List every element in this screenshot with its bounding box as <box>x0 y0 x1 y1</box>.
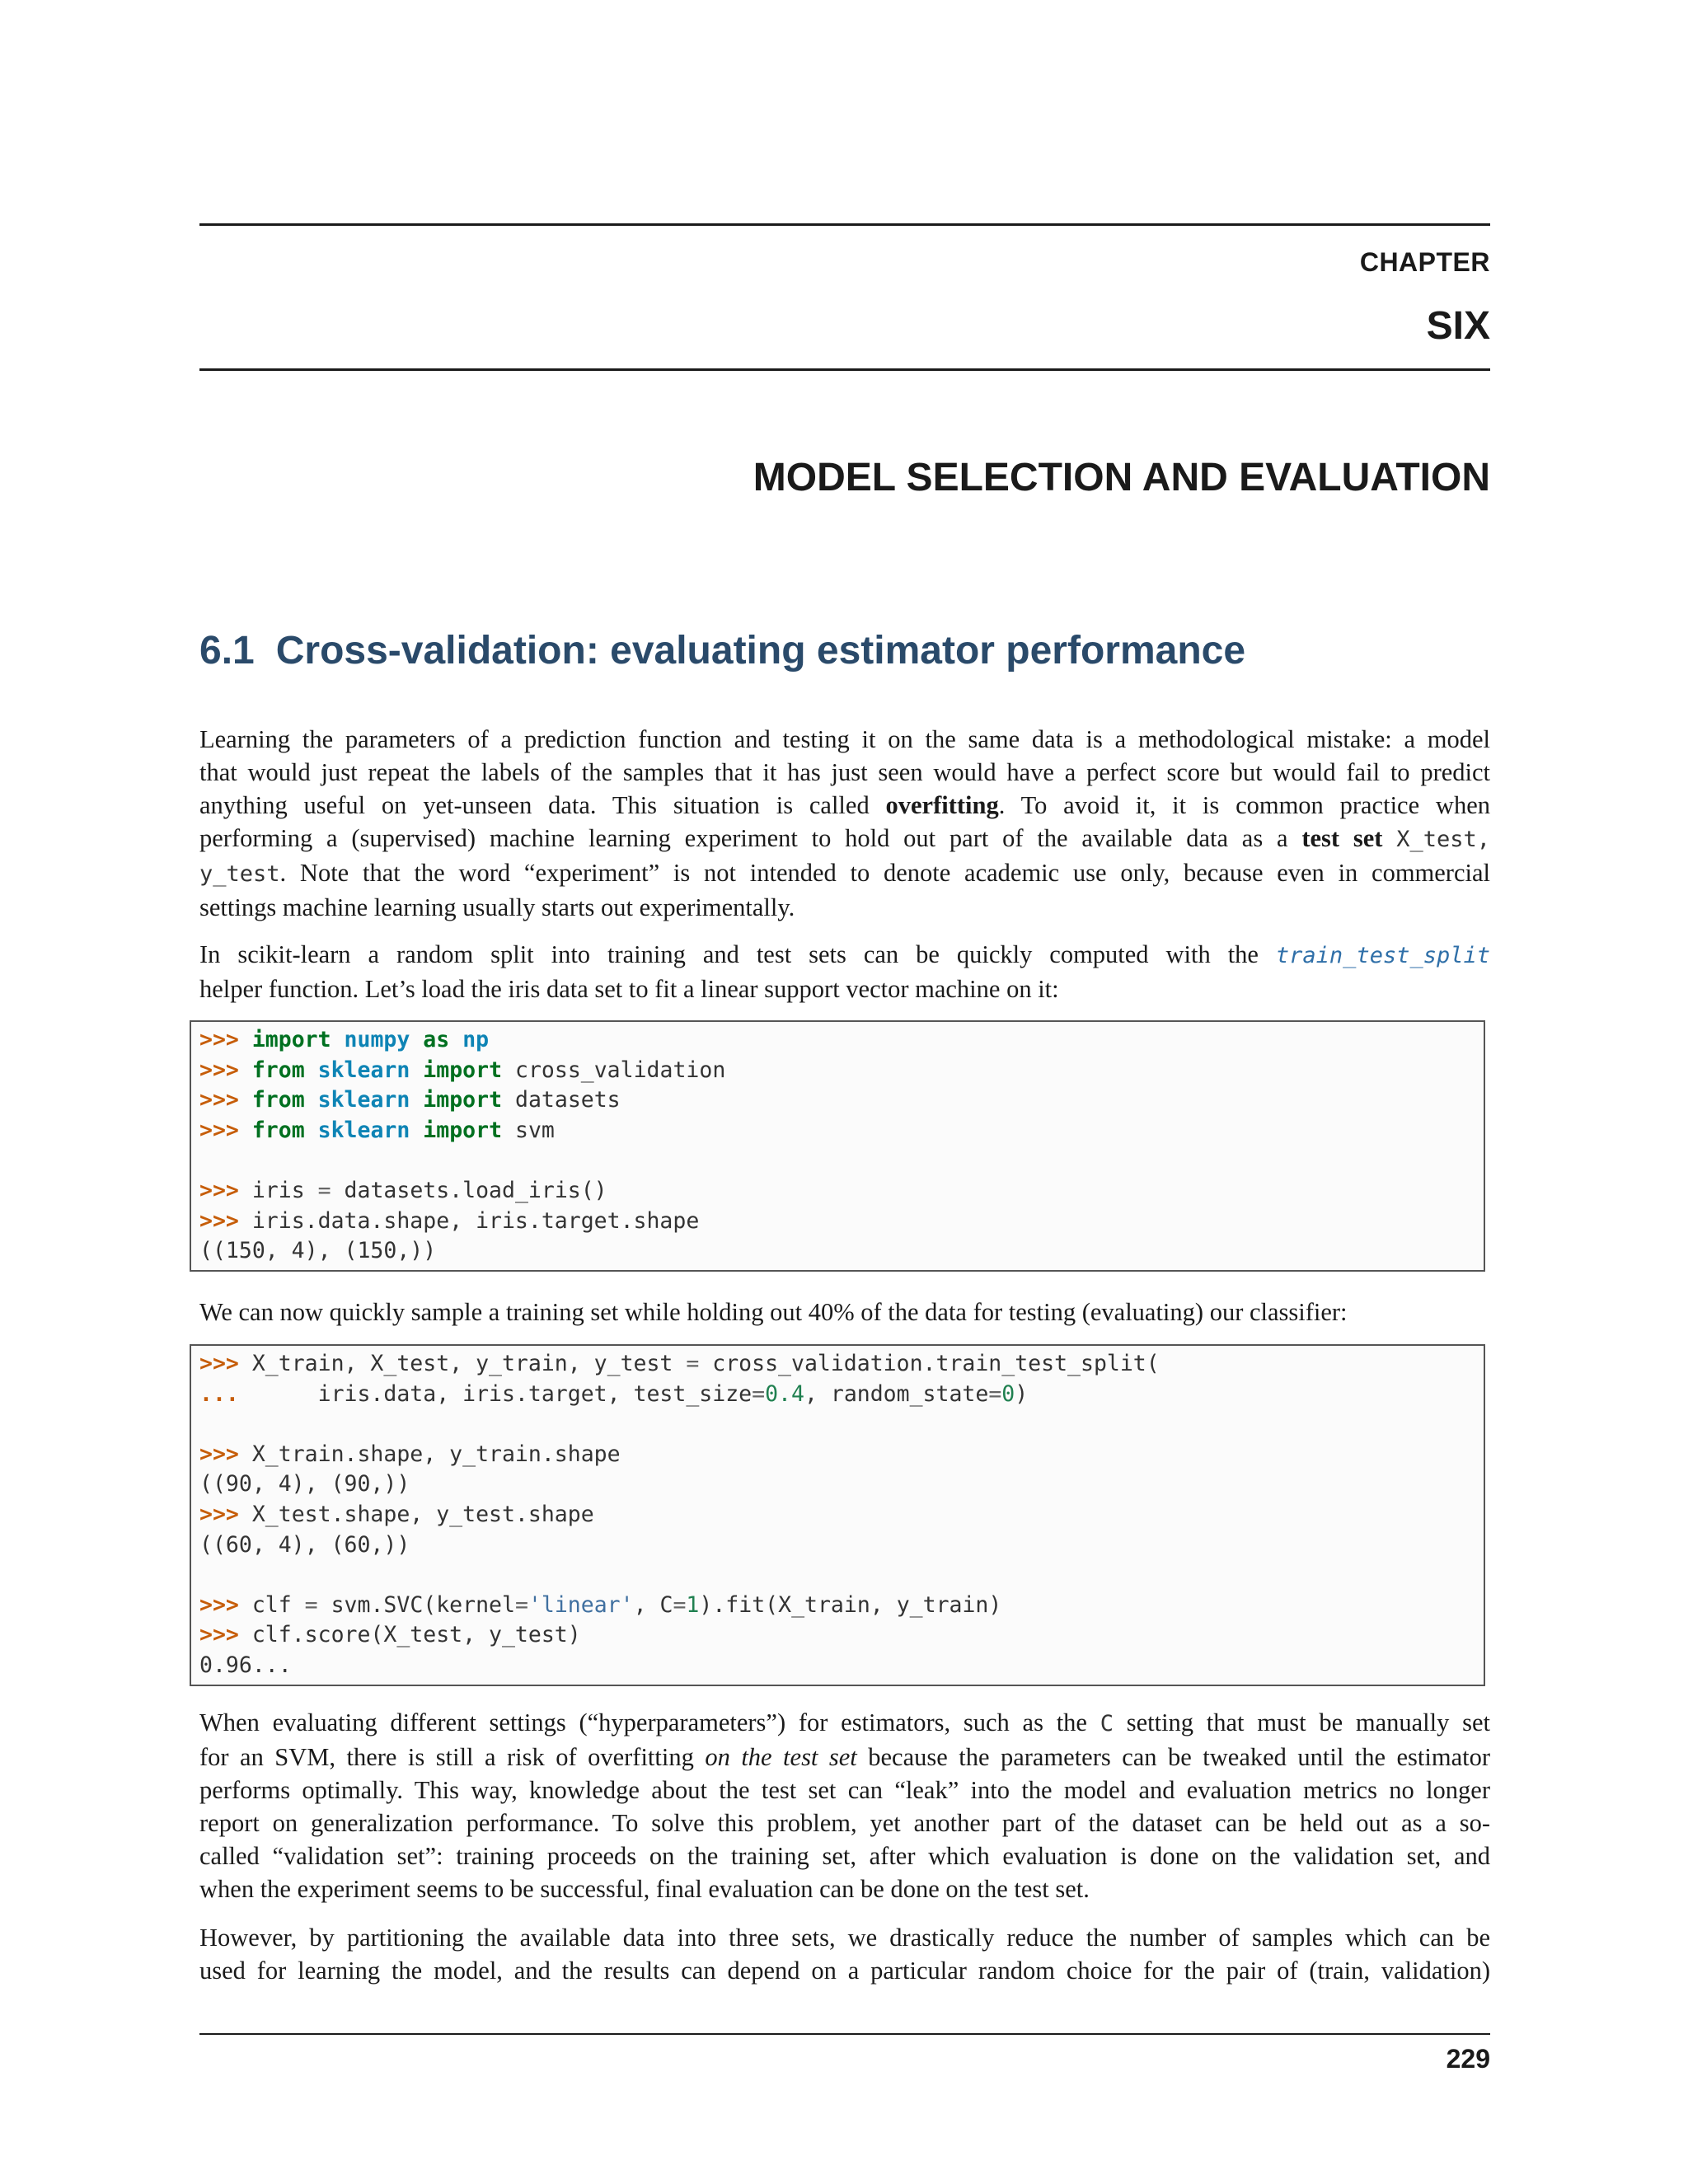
code-line-blank <box>199 1409 1475 1440</box>
text-line: used for learning the model, and the results can depend on a particular random choice for the pair of (train, validation) <box>199 1957 1490 1985</box>
text-line: settings machine learning usually starts out experimentally. <box>199 893 795 921</box>
code-line: >>> X_train, X_test, y_train, y_test = cross_validation.train_test_split( <box>199 1351 1160 1376</box>
page-number: 229 <box>1446 2044 1490 2074</box>
code-output: 0.96... <box>199 1652 292 1678</box>
chapter-label: CHAPTER <box>1359 247 1490 277</box>
footer-rule <box>199 2033 1490 2035</box>
code-line: >>> clf = svm.SVC(kernel='linear', C=1).fit(X_train, y_train) <box>199 1591 1002 1618</box>
code-output: ((60, 4), (60,)) <box>199 1531 410 1558</box>
term-test-set: test set <box>1301 824 1383 852</box>
paragraph-sample-training <box>199 1296 1490 1329</box>
text-line: helper function. Let’s load the iris data set to fit a linear support vector machine on it: <box>199 975 1059 1003</box>
chapter-number: SIX <box>1426 304 1490 348</box>
inline-code: C <box>1100 1711 1114 1736</box>
section-heading <box>199 628 1245 673</box>
text-line: y_test. Note that the word “experiment” is not intended to denote academic use only, because even in commercial <box>199 859 1490 887</box>
code-block-load-iris <box>190 1020 1485 1272</box>
code-line-blank <box>199 1146 1475 1176</box>
text-line: report on generalization performance. To solve this problem, yet another part of the dataset can be held out as a so- <box>199 1809 1490 1837</box>
text-line: anything useful on yet-unseen data. This situation is called overfitting. To avoid it, it is common practice when <box>199 791 1490 819</box>
text-line: performs optimally. This way, knowledge about the test set can “leak” into the model and evaluation metrics no longer <box>199 1776 1490 1804</box>
text-line: In scikit-learn a random split into training and test sets can be quickly computed with the train_test_split <box>199 940 1490 968</box>
text-line: However, by partitioning the available data into three sets, we drastically reduce the number of samples which can be <box>199 1924 1490 1952</box>
paragraph-train-test-split <box>199 938 1490 1005</box>
code-line: >>> X_train.shape, y_train.shape <box>199 1441 621 1467</box>
code-output: ((150, 4), (150,)) <box>199 1238 437 1264</box>
code-line: >>> iris.data.shape, iris.target.shape <box>199 1207 700 1234</box>
code-line: >>> from sklearn import cross_validation <box>199 1057 726 1083</box>
paragraph-overfitting <box>199 723 1490 924</box>
chapter-bottom-rule <box>199 368 1490 371</box>
code-line: >>> import numpy as np <box>199 1027 490 1052</box>
code-line: >>> X_test.shape, y_test.shape <box>199 1501 594 1527</box>
chapter-top-rule <box>199 223 1490 226</box>
text-line: called “validation set”: training proceeds on the training set, after which evaluation is done on the validation set, and <box>199 1842 1490 1870</box>
code-output: ((90, 4), (90,)) <box>199 1471 410 1497</box>
inline-code: y_test <box>199 861 280 887</box>
text-line: Learning the parameters of a prediction function and testing it on the same data is a methodological mistake: a model <box>199 725 1490 753</box>
train-test-split-link[interactable]: train_test_split <box>1275 943 1490 968</box>
term-overfitting: overfitting <box>885 791 999 819</box>
text-line: that would just repeat the labels of the samples that it has just seen would have a perfect score but would fail to predict <box>199 758 1490 786</box>
text-line: when the experiment seems to be successful, final evaluation can be done on the test set. <box>199 1875 1090 1903</box>
code-line: ... iris.data, iris.target, test_size=0.4, random_state=0) <box>199 1380 1029 1407</box>
inline-code: X_test, <box>1396 827 1490 852</box>
code-line: >>> from sklearn import svm <box>199 1117 555 1143</box>
chapter-title: MODEL SELECTION AND EVALUATION <box>753 456 1490 499</box>
code-line: >>> iris = datasets.load_iris() <box>199 1177 607 1203</box>
text-line: We can now quickly sample a training set while holding out 40% of the data for testing (evaluating) our classifier: <box>199 1298 1348 1326</box>
section-number: 6.1 <box>199 629 255 673</box>
paragraph-partitioning <box>199 1921 1490 1987</box>
paragraph-hyperparameters <box>199 1706 1490 1905</box>
code-line-blank <box>199 1560 1475 1591</box>
text-line: for an SVM, there is still a risk of overfitting on the test set because the parameters can be tweaked until the estimator <box>199 1743 1490 1771</box>
section-title: Cross-validation: evaluating estimator performance <box>275 629 1246 673</box>
code-line: >>> from sklearn import datasets <box>199 1087 621 1113</box>
text-line: performing a (supervised) machine learning experiment to hold out part of the available data as a test set X_test, <box>199 824 1490 852</box>
code-block-train-test-split <box>190 1344 1485 1686</box>
text-line: When evaluating different settings (“hyperparameters”) for estimators, such as the C setting that must be manually set <box>199 1708 1490 1736</box>
code-line: >>> clf.score(X_test, y_test) <box>199 1622 581 1648</box>
